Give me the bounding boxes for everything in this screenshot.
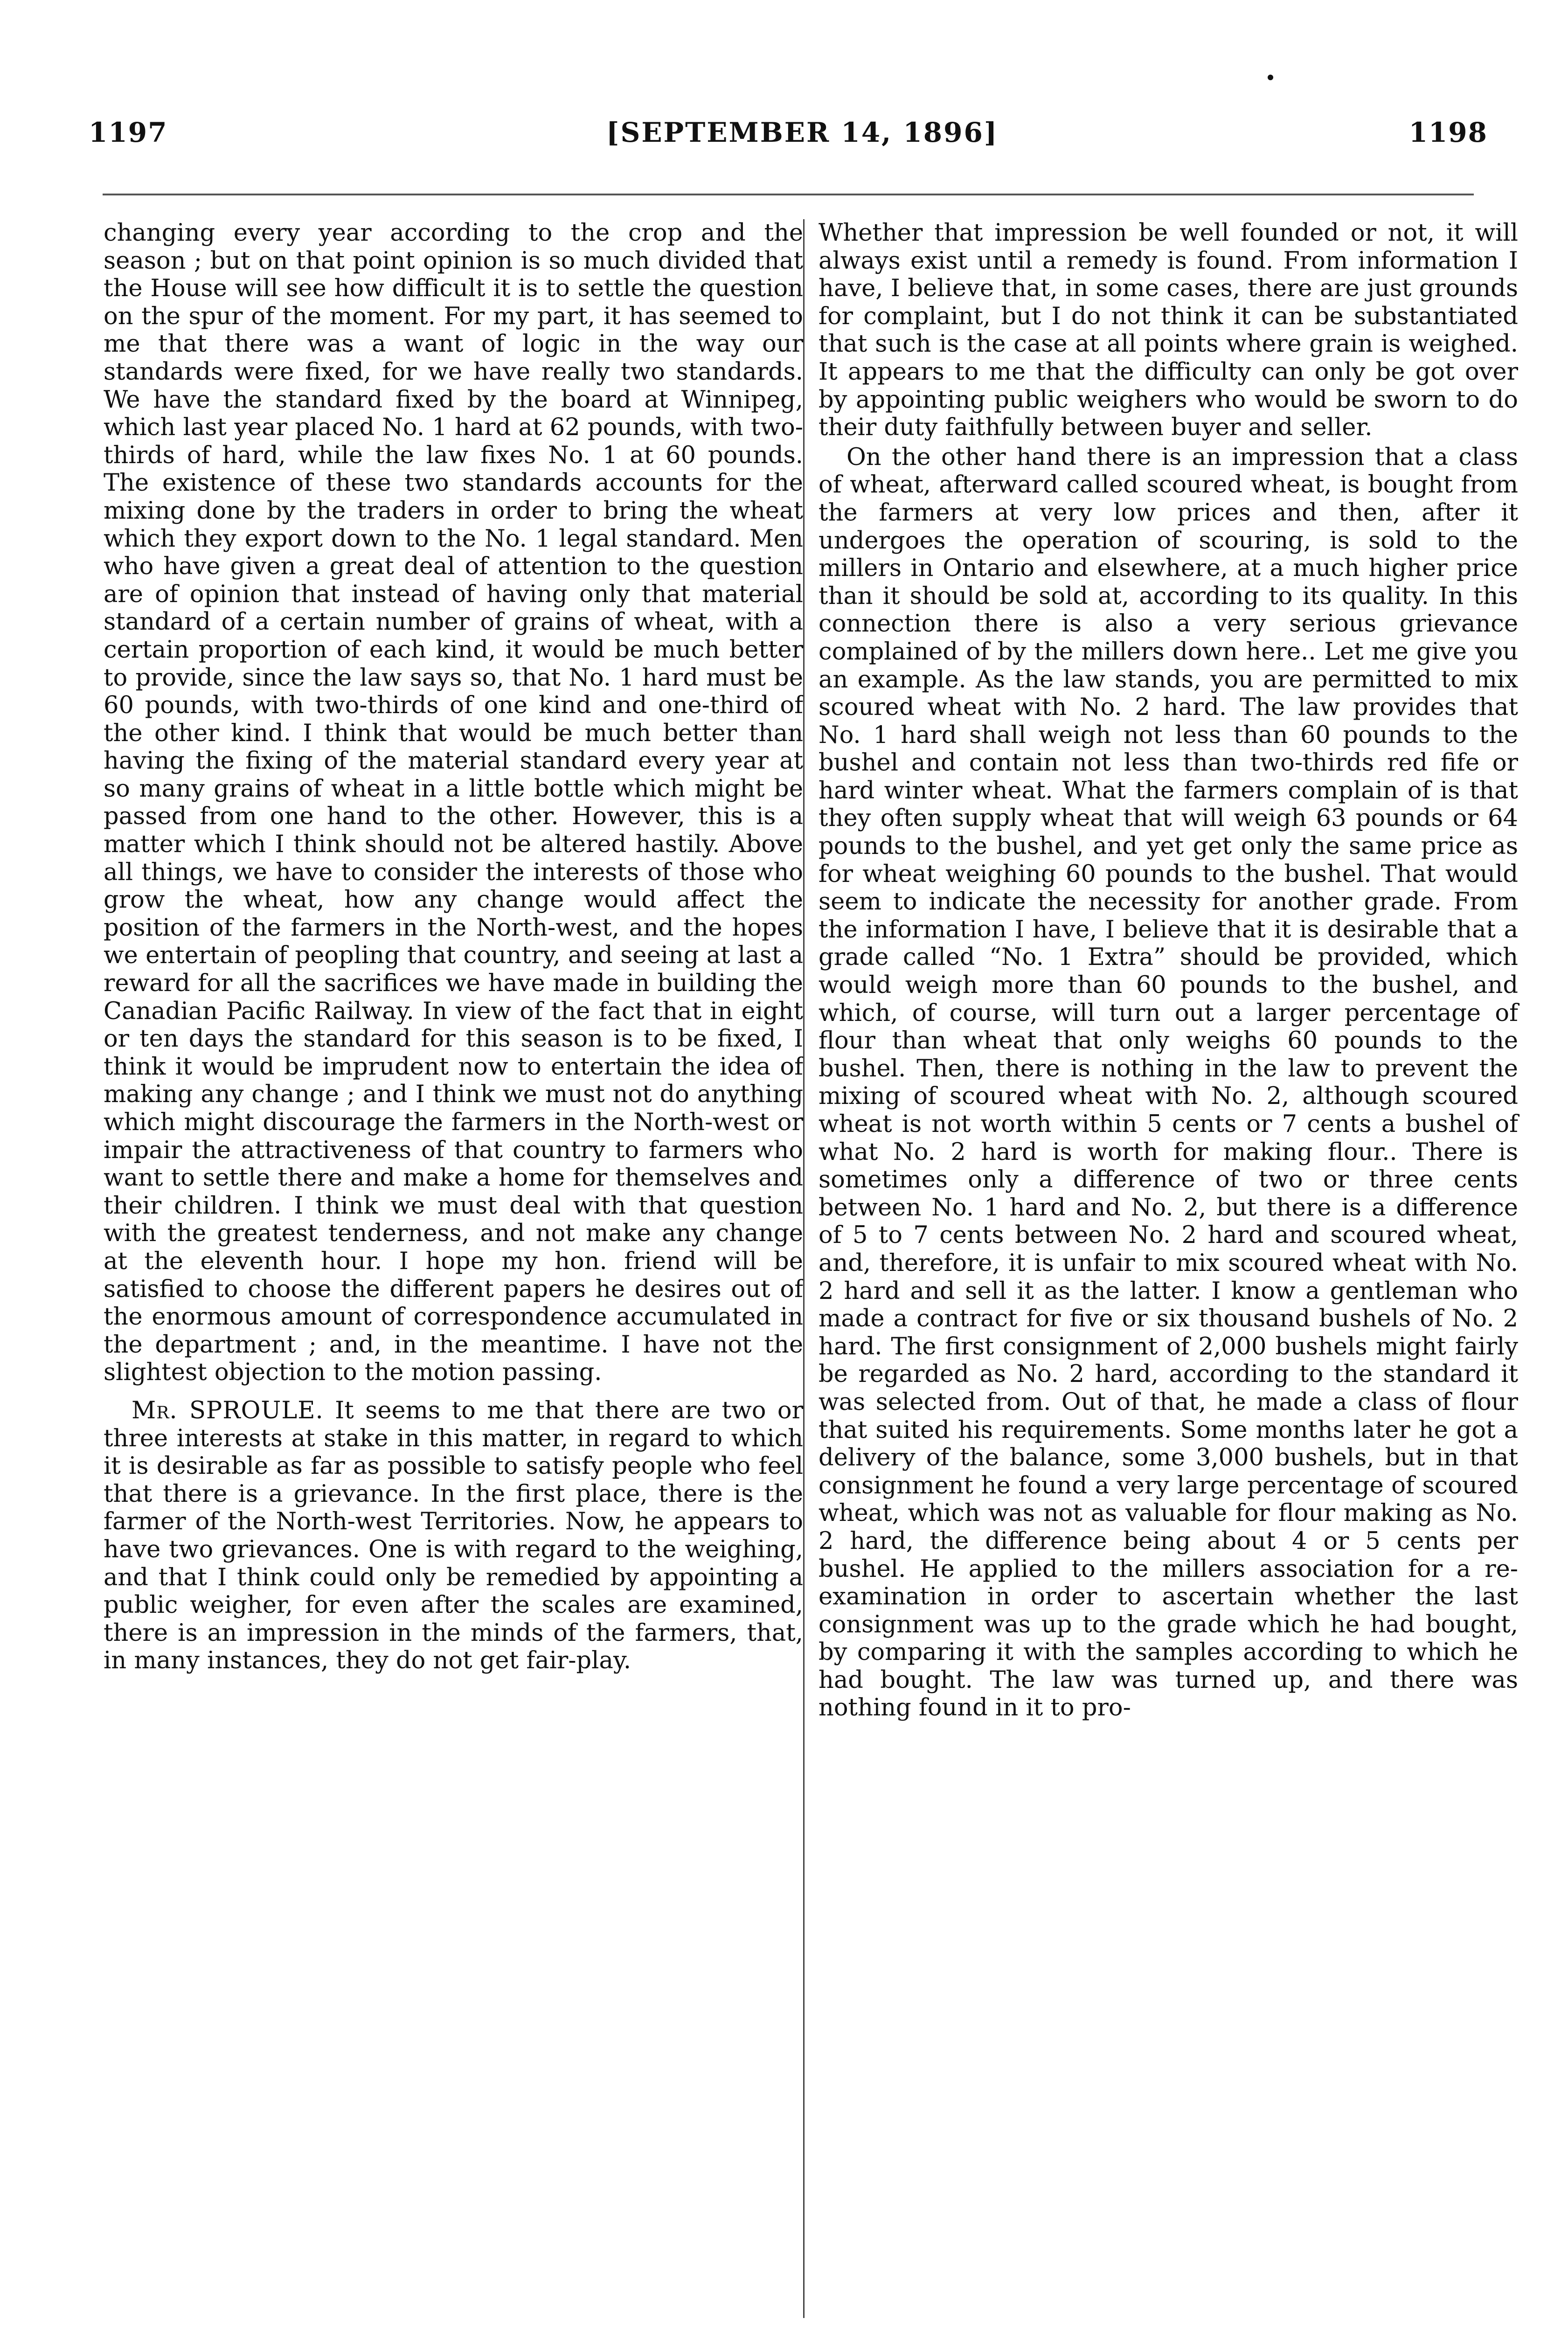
- right-column: [819, 219, 1518, 1722]
- print-speck: [1268, 75, 1273, 80]
- right-paragraph-2: On the other hand there is an impression that a class of wheat, afterward called scoured wheat, is bought from the farmers at very low prices and then, after it undergoes the operation of scouring, is sold to the millers in Ontario and elsewhere, at a much higher price than it should be sold at, according to its quality. In this connection there is also a very serious grievance complained of by the millers down here.. Let me give you an example. As the law stands, you are permitted to mix scoured wheat with No. 2 hard. The law provides that No. 1 hard shall weigh not less than 60 pounds to the bushel and contain not less than two-thirds red fife or hard winter wheat. What the farmers complain of is that they often supply wheat that will weigh 63 pounds or 64 pounds to the bushel, and yet get only the same price as for wheat weighing 60 pounds to the bushel. That would seem to indicate the necessity for another grade. From the information I have, I believe that it is desirable that a grade called “No. 1 Extra” should be provided, which would weigh more than 60 pounds to the bushel, and which, of course, will turn out a larger percentage of flour than wheat that only weighs 60 pounds to the bushel. Then, there is nothing in the law to prevent the mixing of scoured wheat with No. 2, although scoured wheat is not worth within 5 cents or 7 cents a bushel of what No. 2 hard is worth for making flour.. There is sometimes only a difference of two or three cents between No. 1 hard and No. 2, but there is a difference of 5 to 7 cents between No. 2 hard and scoured wheat, and, therefore, it is unfair to mix scoured wheat with No. 2 hard and sell it as the latter. I know a gentleman who made a contract for five or six thousand bushels of No. 2 hard. The first consignment of 2,000 bushels might fairly be regarded as No. 2 hard, according to the standard it was selected from. Out of that, he made a class of flour that suited his requirements. Some months later he got a delivery of the balance, some 3,000 bushels, but in that consignment he found a very large percentage of scoured wheat, which was not as valuable for flour making as No. 2 hard, the difference being about 4 or 5 cents per bushel. He applied to the millers association for a re-examination in order to ascertain whether the last consignment was up to the grade which he had bought, by comparing it with the samples according to which he had bought. The law was turned up, and there was nothing found in it to pro-: [819, 443, 1518, 1722]
- speech-text: It seems to me that there are two or three interests at stake in this matter, in regard to which it is desirable as far as possible to satisfy people who feel that there is a grievance. In the first place, there is the farmer of the North-west Territories. Now, he appears to have two grievances. One is with regard to the weighing, and that I think could only be remedied by appointing a public weigher, for even after the scales are examined, there is an impression in the minds of the farmers, that, in many instances, they do not get fair-play.: [104, 1396, 803, 1675]
- left-paragraph-2: [104, 1397, 803, 1675]
- header-date: [SEPTEMBER 14, 1896]: [606, 117, 999, 148]
- left-paragraph-1: changing every year according to the crop and the season ; but on that point opinion is so much divided that the House will see how difficult it is to settle the question on the spur of the moment. For my part, it has seemed to me that there was a want of logic in the way our standards were fixed, for we have really two standards. We have the standard fixed by the board at Winnipeg, which last year placed No. 1 hard at 62 pounds, with two-thirds of hard, while the law fixes No. 1 at 60 pounds. The existence of these two standards accounts for the mixing done by the traders in order to bring the wheat which they export down to the No. 1 legal standard. Men who have given a great deal of attention to the question are of opinion that instead of having only that material standard of a certain number of grains of wheat, with a certain proportion of each kind, it would be much better to provide, since the law says so, that No. 1 hard must be 60 pounds, with two-thirds of one kind and one-third of the other kind. I think that would be much better than having the fixing of the material standard every year at so many grains of wheat in a little bottle which might be passed from one hand to the other. However, this is a matter which I think should not be altered hastily. Above all things, we have to consider the interests of those who grow the wheat, how any change would affect the position of the farmers in the North-west, and the hopes we entertain of peopling that country, and seeing at last a reward for all the sacrifices we have made in building the Canadian Pacific Railway. In view of the fact that in eight or ten days the standard for this season is to be fixed, I think it would be imprudent now to entertain the idea of making any change ; and I think we must not do anything which might discourage the farmers in the North-west or impair the attractiveness of that country to farmers who want to settle there and make a home for themselves and their children. I think we must deal with that question with the greatest tenderness, and not make any change at the eleventh hour. I hope my hon. friend will be satisfied to choose the different papers he desires out of the enormous amount of correspondence accumulated in the department ; and, in the meantime. I have not the slightest objection to the motion passing.: [104, 219, 803, 1387]
- page-number-left: 1197: [89, 117, 168, 148]
- right-paragraph-1: Whether that impression be well founded or not, it will always exist until a remedy is found. From information I have, I believe that, in some cases, there are just grounds for complaint, but I do not think it can be substantiated that such is the case at all points where grain is weighed. It appears to me that the difficulty can only be got over by appointing public weighers who would be sworn to do their duty faithfully between buyer and seller.: [819, 219, 1518, 442]
- header-rule: [103, 194, 1474, 195]
- page-number-right: 1198: [1408, 117, 1488, 148]
- page-header: [89, 117, 1488, 154]
- speaker-name: Mr. SPROULE.: [132, 1396, 324, 1424]
- left-column: [104, 219, 803, 1675]
- column-divider: [803, 219, 805, 2318]
